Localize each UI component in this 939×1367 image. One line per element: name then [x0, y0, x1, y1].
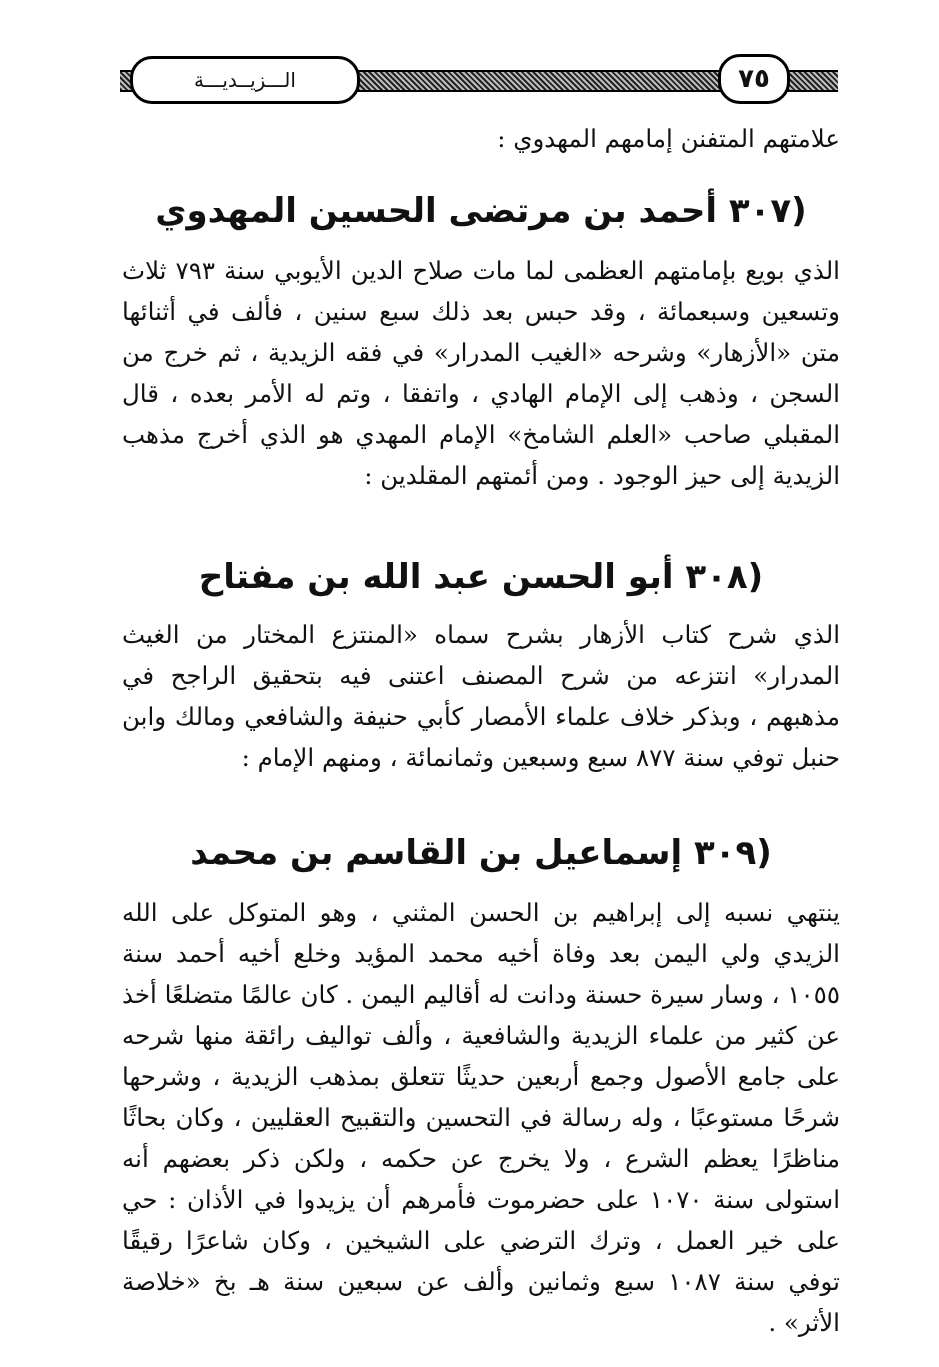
header-title: الـــزيــديـــة — [130, 56, 360, 104]
entry-308-body-block — [122, 614, 840, 778]
intro-block — [122, 118, 840, 159]
entry-body: الذي شرح كتاب الأزهار بشرح سماه «المنتزع المختار من الغيث المدرار» انتزعه من شرح المصنف اعتنى فيه بتحقيق الراجح في مذهبهم ، وبذكر خلاف علماء الأمصار كأبي حنيفة والشافعي ومالك وابن حنبل توفي سنة ٨٧٧ سبع وسبعين وثمانمائة ، ومنهم الإمام : — [122, 620, 840, 772]
entry-307-body-block — [122, 250, 840, 496]
page-header — [120, 52, 838, 104]
entry-heading: (٣٠٨ أبو الحسن عبد الله بن مفتاح — [198, 557, 764, 597]
entry-body: ينتهي نسبه إلى إبراهيم بن الحسن المثني ، وهو المتوكل على الله الزيدي ولي اليمن بعد وفاة أخيه محمد المؤيد وخلع أخيه أحمد سنة ١٠٥٥ ، وسار سيرة حسنة ودانت له أقاليم اليمن . كان عالمًا متضلعًا أخذ عن كثير من علماء الزيدية والشافعية ، وألف تواليف رائقة منها شرحه على جامع الأصول وجمع أربعين حديثًا تتعلق بمذهب الزيدية ، وشرحها شرحًا مستوعبًا ، وله رسالة في التحسين والتقبيح العقليين ، وكان بحاثًا مناظرًا يعظم الشرع ، ولا يخرج عن حكمه ، ولكن ذكر بعضهم أنه استولى سنة ١٠٧٠ على حضرموت فأمرهم أن يزيدوا في الأذان : حي على خير العمل ، وترك الترضي على الشيخين ، وكان شاعرًا رقيقًا توفي سنة ١٠٨٧ سبع وثمانين وألف عن سبعين سنة هـ بخ «خلاصة الأثر» . — [122, 898, 840, 1337]
entry-307 — [122, 186, 840, 236]
entry-body: الذي بويع بإمامتهم العظمى لما مات صلاح الدين الأيوبي سنة ٧٩٣ ثلاث وتسعين وسبعمائة ، وقد حبس بعد ذلك سبع سنين ، فألف في أثنائها متن «الأزهار» وشرحه «الغيب المدرار» في فقه الزيدية ، ثم خرج من السجن ، وذهب إلى الإمام الهادي ، واتفقا ، وتم له الأمر بعده ، قال المقبلي صاحب «العلم الشامخ» الإمام المهدي هو الذي أخرج مذهب الزيدية إلى حيز الوجود . ومن أئمتهم المقلدين : — [122, 256, 840, 490]
entry-309 — [122, 828, 840, 878]
entry-309-body-block — [122, 892, 840, 1343]
page-number: ٧٥ — [718, 54, 790, 104]
entry-308 — [122, 552, 840, 602]
entry-heading: (٣٠٧ أحمد بن مرتضى الحسين المهدوي — [155, 191, 807, 231]
entry-heading: (٣٠٩ إسماعيل بن القاسم بن محمد — [190, 833, 772, 873]
intro-line: علامتهم المتفنن إمامهم المهدوي : — [497, 124, 840, 153]
